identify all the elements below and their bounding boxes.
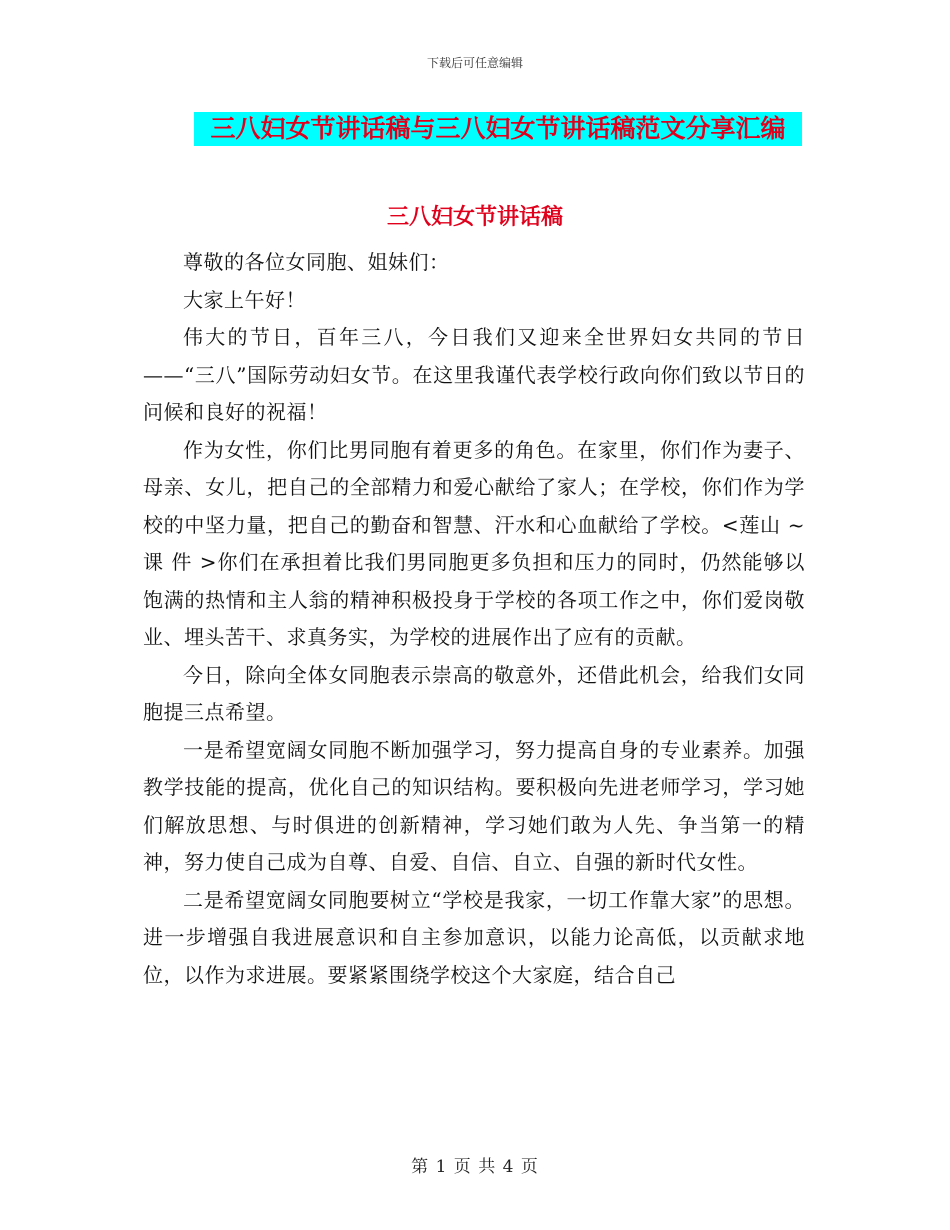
page-header-note: 下载后可任意编辑 [426,56,523,70]
greeting: 大家上午好！ [183,287,306,312]
page-number-footer: 第 1 页 共 4 页 [411,1157,539,1177]
document-body [143,244,805,994]
body-paragraph: 作为女性，你们比男同胞有着更多的角色。在家里，你们作为妻子、母亲、女儿，把自己的全部精力和爱心献给了家人；在学校，你们作为学校的中坚力量，把自己的勤奋和智慧、汗水和心血献给了学校。<莲山 ~ 课 件 >你们在承担着比我们男同胞更多负担和压力的同时，仍然能够以饱满的热情和主人翁的精神积极投身于学校的各项工作之中，你们爱岗敬业、埋头苦干、求真务实，为学校的进展作出了应有的贡献。 [143,437,805,649]
body-paragraph: 一是希望宽阔女同胞不断加强学习，努力提高自身的专业素养。加强教学技能的提高，优化自己的知识结构。要积极向先进老师学习，学习她们解放思想、与时俱进的创新精神，学习她们敢为人先、争当第一的精神，努力使自己成为自尊、自爱、自信、自立、自强的新时代女性。 [143,737,805,874]
document-title: 三八妇女节讲话稿与三八妇女节讲话稿范文分享汇编 [194,112,802,146]
body-paragraph: 二是希望宽阔女同胞要树立“学校是我家，一切工作靠大家”的思想。进一步增强自我进展意识和自主参加意识，以能力论高低，以贡献求地位，以作为求进展。要紧紧围绕学校这个大家庭，结合自己 [143,887,805,987]
body-paragraph: 今日，除向全体女同胞表示崇高的敬意外，还借此机会，给我们女同胞提三点希望。 [143,662,805,724]
section-title: 三八妇女节讲话稿 [386,204,563,230]
body-paragraph: 伟大的节日，百年三八，今日我们又迎来全世界妇女共同的节日——“三八”国际劳动妇女节。在这里我谨代表学校行政向你们致以节日的问候和良好的祝福！ [143,325,805,424]
salutation: 尊敬的各位女同胞、姐妹们： [183,250,450,274]
